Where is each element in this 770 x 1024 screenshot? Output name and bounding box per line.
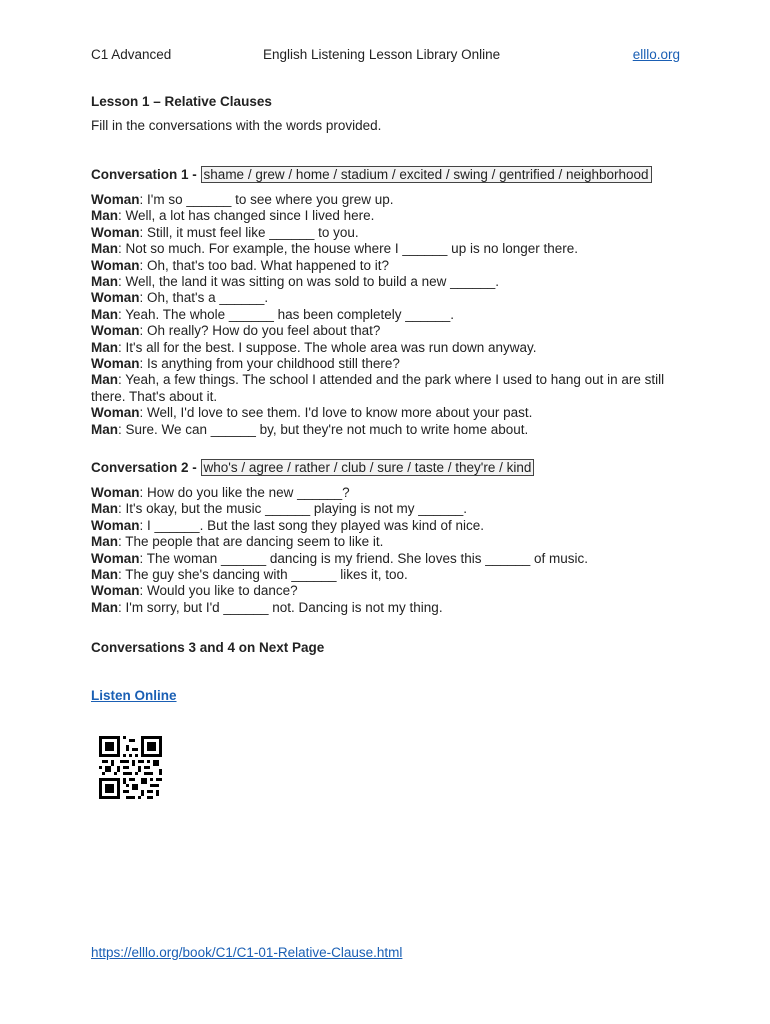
dialogue-text: : Yeah, a few things. The school I attended and the park where I used to hang out in are still there. That's about it. [91, 372, 665, 404]
dialogue-text: : Well, the land it was sitting on was sold to build a new ______. [118, 274, 499, 290]
dialogue-text: : Oh, that's too bad. What happened to it? [139, 257, 390, 273]
conversation-1-label: Conversation 1 - [91, 167, 197, 182]
speaker-name: Man [91, 421, 118, 437]
conversation-2 [91, 459, 671, 616]
dialogue-text: : The people that are dancing seem to like it. [118, 534, 384, 550]
speaker-name: Man [91, 534, 118, 550]
dialogue-line [91, 372, 671, 405]
dialogue-line [91, 356, 671, 372]
speaker-name: Man [91, 208, 118, 224]
dialogue-line [91, 405, 671, 421]
dialogue-line [91, 208, 671, 224]
dialogue-text: : Sure. We can ______ by, but they're not much to write home about. [118, 421, 529, 437]
dialogue-text: : The guy she's dancing with ______ likes it, too. [118, 567, 408, 583]
dialogue-text: : It's all for the best. I suppose. The whole area was run down anyway. [118, 339, 537, 355]
dialogue-line [91, 551, 671, 567]
speaker-name: Woman [91, 192, 140, 207]
speaker-name: Man [91, 274, 118, 290]
dialogue-text: : How do you like the new ______? [139, 485, 350, 500]
speaker-name: Man [91, 372, 118, 388]
dialogue-text: : Oh, that's a ______. [139, 290, 269, 306]
lesson-title: Lesson 1 – Relative Clauses [91, 94, 272, 109]
next-page-note: Conversations 3 and 4 on Next Page [91, 640, 325, 655]
dialogue-text: : Not so much. For example, the house where I ______ up is no longer there. [118, 241, 579, 257]
speaker-name: Man [91, 501, 118, 517]
conversation-1-lines [91, 192, 671, 438]
dialogue-text: : The woman ______ dancing is my friend. She loves this ______ of music. [139, 550, 589, 566]
dialogue-text: : Well, I'd love to see them. I'd love to know more about your past. [139, 405, 533, 421]
speaker-name: Man [91, 567, 118, 583]
dialogue-line [91, 323, 671, 339]
speaker-name: Man [91, 339, 118, 355]
lesson-url-link[interactable]: https://elllo.org/book/C1/C1-01-Relative-Clause.html [91, 945, 403, 960]
speaker-name: Woman [91, 583, 140, 599]
speaker-name: Woman [91, 405, 140, 421]
dialogue-text: : Yeah. The whole ______ has been completely ______. [118, 306, 455, 322]
dialogue-line [91, 258, 671, 274]
conversation-2-lines [91, 485, 671, 616]
speaker-name: Woman [91, 323, 140, 339]
speaker-name: Woman [91, 485, 140, 500]
lesson-instructions: Fill in the conversations with the words provided. [91, 118, 382, 133]
dialogue-line [91, 518, 671, 534]
dialogue-line [91, 583, 671, 599]
dialogue-text: : Is anything from your childhood still there? [139, 356, 400, 372]
speaker-name: Woman [91, 550, 140, 566]
conversation-2-label: Conversation 2 - [91, 460, 197, 475]
dialogue-line [91, 501, 671, 517]
dialogue-text: : Oh really? How do you feel about that? [139, 323, 381, 339]
conversation-1-word-bank: shame / grew / home / stadium / excited / swing / gentrified / neighborhood [201, 166, 652, 183]
dialogue-text: : I'm sorry, but I'd ______ not. Dancing is not my thing. [118, 599, 443, 615]
dialogue-line [91, 241, 671, 257]
dialogue-line [91, 274, 671, 290]
dialogue-line [91, 192, 671, 208]
dialogue-line [91, 485, 671, 501]
conversation-1-heading [91, 166, 671, 184]
dialogue-line [91, 600, 671, 616]
dialogue-line [91, 422, 671, 438]
dialogue-line [91, 225, 671, 241]
speaker-name: Man [91, 241, 118, 257]
site-link[interactable]: elllo.org [632, 47, 680, 62]
listen-online-link[interactable]: Listen Online [91, 688, 177, 703]
level-label: C1 Advanced [91, 47, 172, 62]
dialogue-text: : It's okay, but the music ______ playing is not my ______. [118, 501, 468, 517]
speaker-name: Woman [91, 517, 140, 533]
speaker-name: Woman [91, 356, 140, 372]
dialogue-line [91, 567, 671, 583]
dialogue-text: : Would you like to dance? [139, 583, 298, 599]
conversation-2-word-bank: who's / agree / rather / club / sure / taste / they're / kind [201, 459, 535, 476]
speaker-name: Woman [91, 257, 140, 273]
library-title: English Listening Lesson Library Online [263, 47, 501, 62]
speaker-name: Man [91, 306, 118, 322]
conversation-2-heading [91, 459, 671, 477]
speaker-name: Man [91, 599, 118, 615]
dialogue-text: : I ______. But the last song they played was kind of nice. [139, 517, 484, 533]
speaker-name: Woman [91, 290, 140, 306]
dialogue-text: : Still, it must feel like ______ to you. [139, 224, 359, 240]
qr-code-icon [99, 736, 162, 799]
conversation-1 [91, 166, 671, 438]
dialogue-line [91, 307, 671, 323]
dialogue-text: : I'm so ______ to see where you grew up. [139, 192, 394, 207]
dialogue-text: : Well, a lot has changed since I lived here. [118, 208, 375, 224]
dialogue-line [91, 340, 671, 356]
page-header [91, 47, 680, 65]
dialogue-line [91, 534, 671, 550]
dialogue-line [91, 290, 671, 306]
speaker-name: Woman [91, 224, 140, 240]
